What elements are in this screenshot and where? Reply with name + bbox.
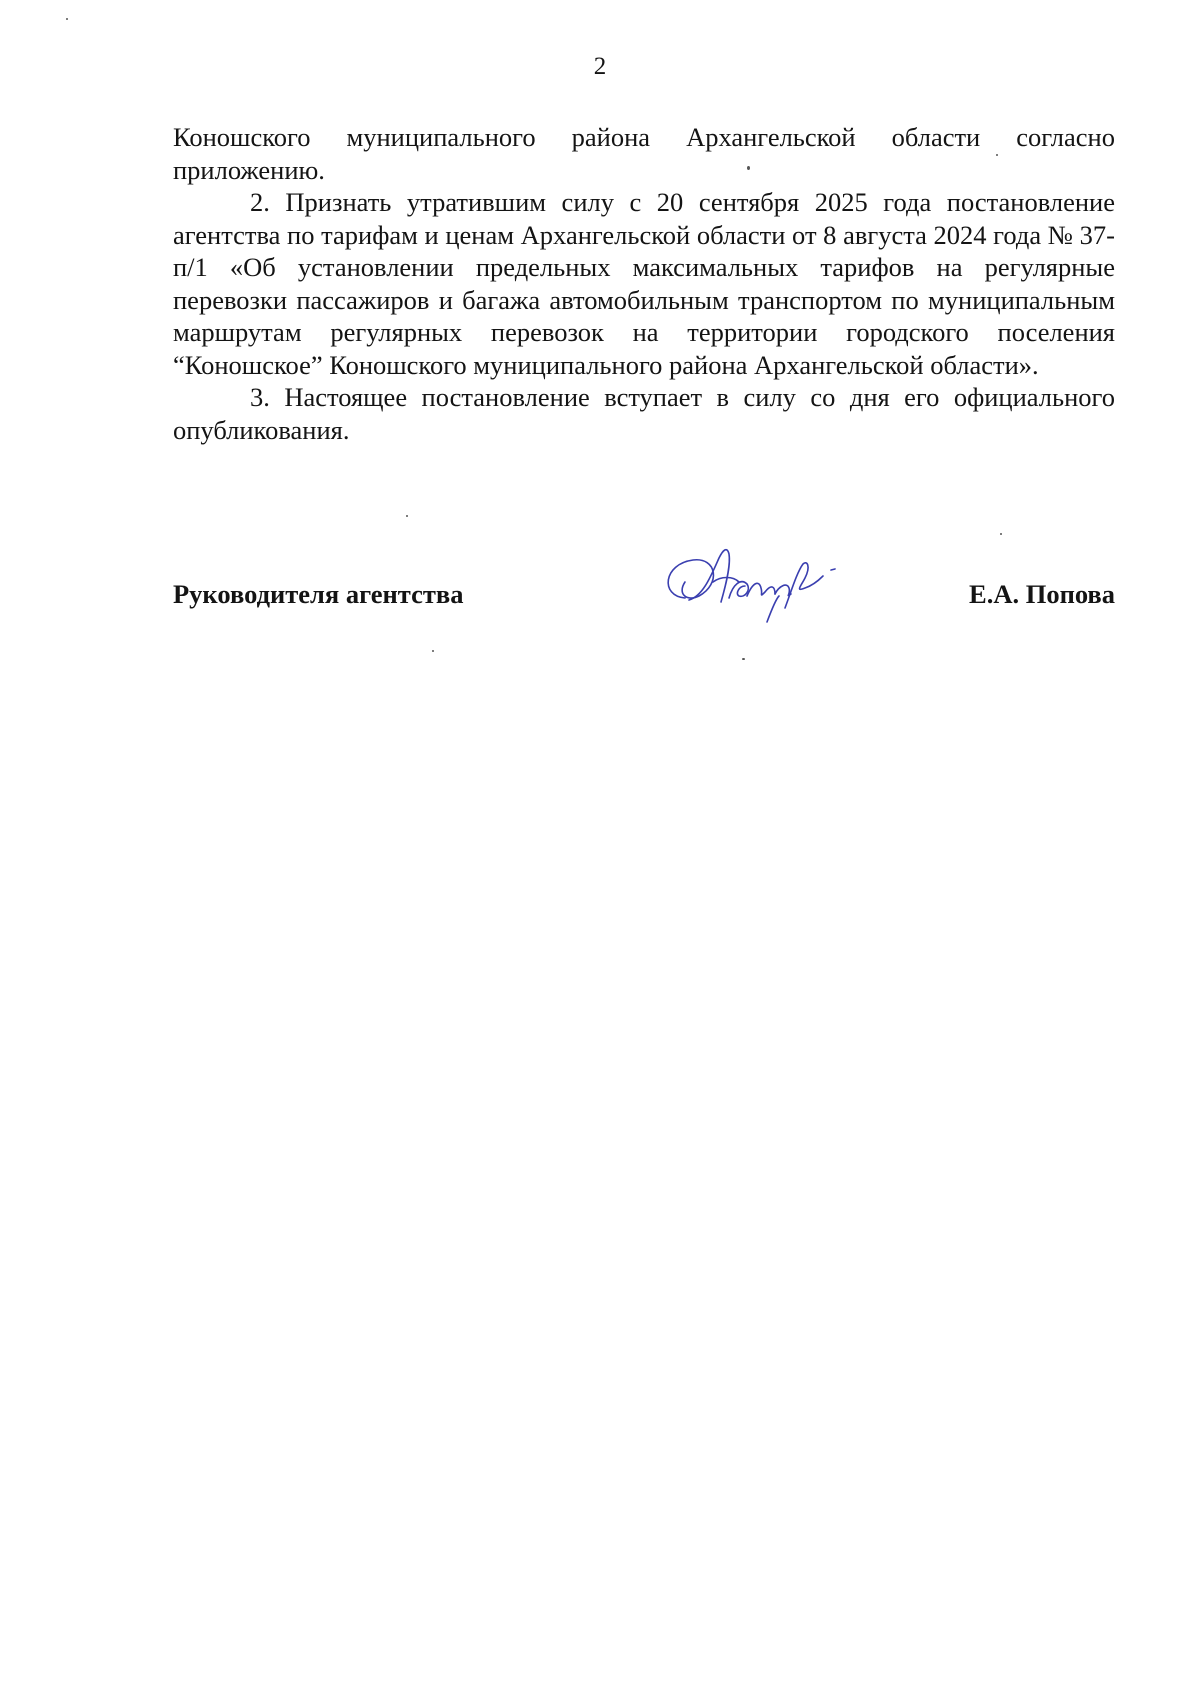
- scan-speck: [742, 658, 745, 660]
- paragraph-item-2: 2. Признать утратившим силу с 20 сентября 2025 года постановление агентства по тарифам и ценам Архангельской области от 8 августа 2024 года № 37-п/1 «Об установлении предельных максимальных тарифов на регулярные перевозки пассажиров и багажа автомобильным транспортом по муниципальным маршрутам регулярных перевозок на территории городского поселения “Коношское” Коношского муниципального района Архангельской области».: [173, 187, 1115, 380]
- signer-name: Е.А. Попова: [969, 579, 1115, 609]
- scan-speck: [747, 166, 750, 170]
- document-body: [173, 121, 1115, 446]
- scan-speck: [406, 515, 408, 517]
- scan-speck: [66, 18, 68, 20]
- scan-speck: [432, 650, 434, 652]
- page-number: 2: [593, 53, 607, 80]
- paragraph-continuation: Коношского муниципального района Архангельской области согласно приложению.: [173, 122, 1115, 185]
- handwritten-signature: [655, 536, 855, 636]
- signer-title: Руководителя агентства: [173, 579, 464, 609]
- paragraph-item-3: 3. Настоящее постановление вступает в силу со дня его официального опубликования.: [173, 382, 1115, 445]
- signature-block: [173, 565, 1115, 635]
- scan-speck: [1000, 533, 1002, 535]
- scan-speck: [996, 154, 998, 156]
